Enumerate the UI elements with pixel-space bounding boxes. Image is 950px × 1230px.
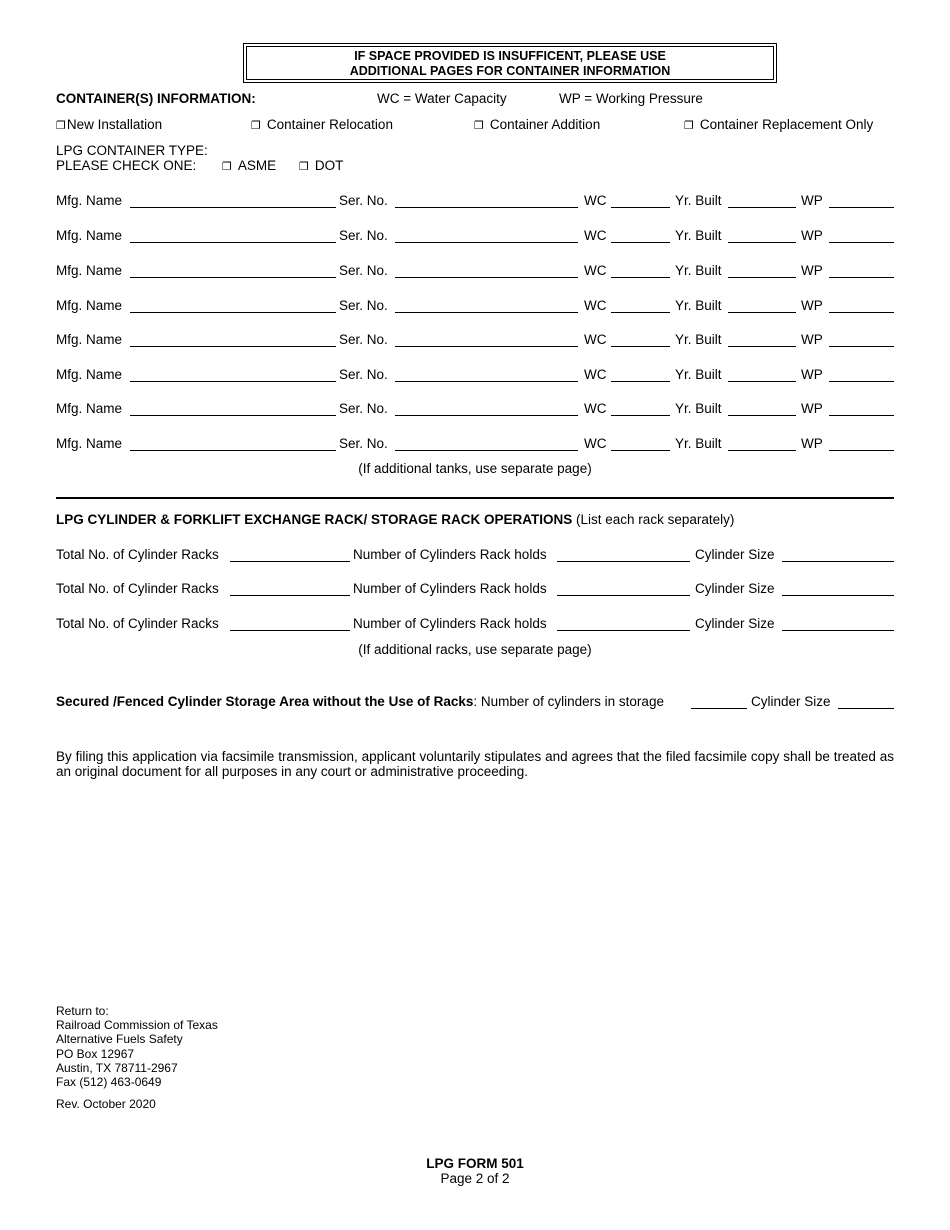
- wc-field[interactable]: [611, 332, 670, 347]
- serial-number-label: Ser. No.: [339, 436, 388, 451]
- wc-label: WC: [584, 193, 607, 208]
- type-option-label: DOT: [314, 158, 344, 173]
- address-line: Railroad Commission of Texas: [56, 1018, 218, 1033]
- mfg-name-label: Mfg. Name: [56, 401, 123, 416]
- year-built-field[interactable]: [728, 332, 796, 347]
- wp-field[interactable]: [829, 332, 894, 347]
- container-type-label: [56, 143, 208, 173]
- wc-label: WC: [584, 401, 607, 416]
- cylinders-per-rack-label: Number of Cylinders Rack holds: [353, 616, 547, 631]
- wc-field[interactable]: [611, 401, 670, 416]
- serial-number-field[interactable]: [395, 263, 578, 278]
- serial-number-label: Ser. No.: [339, 401, 388, 416]
- storage-label: [56, 694, 664, 709]
- checkbox-icon[interactable]: ❐: [222, 160, 232, 173]
- wp-field[interactable]: [829, 193, 894, 208]
- cylinder-size-label: Cylinder Size: [695, 547, 775, 562]
- year-built-field[interactable]: [728, 193, 796, 208]
- wp-field[interactable]: [829, 367, 894, 382]
- total-racks-field[interactable]: [230, 616, 350, 631]
- mfg-name-label: Mfg. Name: [56, 298, 123, 313]
- total-racks-label: Total No. of Cylinder Racks: [56, 581, 219, 596]
- container-row: [56, 367, 894, 385]
- year-built-field[interactable]: [728, 401, 796, 416]
- wp-field[interactable]: [829, 436, 894, 451]
- option-label: Container Replacement Only: [699, 117, 874, 132]
- storage-size-field[interactable]: [838, 694, 894, 709]
- serial-number-label: Ser. No.: [339, 263, 388, 278]
- year-built-label: Yr. Built: [675, 332, 722, 347]
- wc-field[interactable]: [611, 436, 670, 451]
- container-row: [56, 401, 894, 419]
- total-racks-label: Total No. of Cylinder Racks: [56, 547, 219, 562]
- wp-field[interactable]: [829, 263, 894, 278]
- serial-number-field[interactable]: [395, 436, 578, 451]
- wc-label: WC: [584, 436, 607, 451]
- address-line: Alternative Fuels Safety: [56, 1032, 183, 1047]
- additional-tanks-note: (If additional tanks, use separate page): [358, 461, 592, 476]
- checkbox-icon[interactable]: ❐: [56, 119, 66, 132]
- rack-row: [56, 547, 894, 565]
- wc-field[interactable]: [611, 228, 670, 243]
- checkbox-icon[interactable]: ❐: [251, 119, 261, 132]
- cylinders-per-rack-label: Number of Cylinders Rack holds: [353, 547, 547, 562]
- rack-section-heading: [56, 512, 734, 527]
- wc-field[interactable]: [611, 193, 670, 208]
- fax-statement: By filing this application via facsimile transmission, applicant voluntarily stipulates and agrees that the filed facsimile copy shall be treated as an original document for all purposes in any court or administrative proceeding.: [56, 749, 894, 779]
- option-container-addition[interactable]: [474, 117, 600, 132]
- year-built-label: Yr. Built: [675, 367, 722, 382]
- wc-label: WC: [584, 263, 607, 278]
- wp-label: WP: [801, 263, 823, 278]
- year-built-label: Yr. Built: [675, 193, 722, 208]
- wp-label: WP: [801, 367, 823, 382]
- cylinder-size-field[interactable]: [782, 581, 894, 596]
- year-built-label: Yr. Built: [675, 436, 722, 451]
- revision-date: Rev. October 2020: [56, 1097, 156, 1112]
- option-label: Container Addition: [489, 117, 601, 132]
- year-built-label: Yr. Built: [675, 263, 722, 278]
- checkbox-icon[interactable]: ❐: [299, 160, 309, 173]
- wc-field[interactable]: [611, 367, 670, 382]
- option-label: Container Relocation: [266, 117, 393, 132]
- wp-label: WP: [801, 298, 823, 313]
- container-type-line-1: LPG CONTAINER TYPE:: [56, 143, 208, 158]
- wc-legend: WC = Water Capacity: [377, 91, 507, 106]
- serial-number-label: Ser. No.: [339, 193, 388, 208]
- serial-number-field[interactable]: [395, 332, 578, 347]
- address-line: Fax (512) 463-0649: [56, 1075, 162, 1090]
- storage-row: [56, 694, 894, 712]
- insufficient-space-notice: [243, 43, 777, 83]
- year-built-field[interactable]: [728, 298, 796, 313]
- address-line: PO Box 12967: [56, 1046, 135, 1061]
- cylinder-size-label: Cylinder Size: [695, 616, 775, 631]
- mfg-name-label: Mfg. Name: [56, 367, 123, 382]
- wp-field[interactable]: [829, 298, 894, 313]
- form-number: LPG FORM 501: [426, 1156, 524, 1171]
- rack-heading-bold: LPG CYLINDER & FORKLIFT EXCHANGE RACK/ STORAGE RACK OPERATIONS: [56, 512, 573, 527]
- storage-label-normal: : Number of cylinders in storage: [473, 694, 664, 709]
- container-row: [56, 263, 894, 281]
- container-row: [56, 298, 894, 316]
- rack-heading-note: (List each rack separately): [572, 512, 735, 527]
- container-info-heading: CONTAINER(S) INFORMATION:: [56, 91, 256, 106]
- year-built-label: Yr. Built: [675, 298, 722, 313]
- total-racks-field[interactable]: [230, 581, 350, 596]
- serial-number-label: Ser. No.: [339, 332, 388, 347]
- section-divider: [56, 497, 894, 499]
- storage-label-bold: Secured /Fenced Cylinder Storage Area without the Use of Racks: [56, 694, 474, 709]
- mfg-name-label: Mfg. Name: [56, 263, 123, 278]
- additional-racks-note: (If additional racks, use separate page): [358, 642, 592, 657]
- container-row: [56, 332, 894, 350]
- mfg-name-field[interactable]: [130, 193, 336, 208]
- return-to-label: Return to:: [56, 1004, 109, 1018]
- notice-line-2: ADDITIONAL PAGES FOR CONTAINER INFORMATION: [349, 63, 671, 78]
- wp-label: WP: [801, 228, 823, 243]
- cylinders-per-rack-field[interactable]: [557, 581, 690, 596]
- wc-field[interactable]: [611, 263, 670, 278]
- checkbox-icon[interactable]: ❐: [684, 119, 694, 132]
- year-built-field[interactable]: [728, 228, 796, 243]
- cylinder-size-field[interactable]: [782, 616, 894, 631]
- mfg-name-field[interactable]: [130, 298, 336, 313]
- cylinder-size-label: Cylinder Size: [695, 581, 775, 596]
- serial-number-label: Ser. No.: [339, 367, 388, 382]
- wp-label: WP: [801, 332, 823, 347]
- container-type-line-2: PLEASE CHECK ONE:: [56, 158, 197, 173]
- wp-field[interactable]: [829, 228, 894, 243]
- cylinder-size-field[interactable]: [782, 547, 894, 562]
- wp-label: WP: [801, 401, 823, 416]
- mfg-name-field[interactable]: [130, 401, 336, 416]
- mfg-name-field[interactable]: [130, 367, 336, 382]
- wc-label: WC: [584, 367, 607, 382]
- container-row: [56, 193, 894, 211]
- total-racks-label: Total No. of Cylinder Racks: [56, 616, 219, 631]
- year-built-label: Yr. Built: [675, 228, 722, 243]
- cylinders-per-rack-field[interactable]: [557, 616, 690, 631]
- container-row: [56, 228, 894, 246]
- address-line: Austin, TX 78711-2967: [56, 1060, 178, 1075]
- notice-line-1: IF SPACE PROVIDED IS INSUFFICENT, PLEASE USE: [354, 49, 666, 63]
- page-number: Page 2 of 2: [440, 1171, 510, 1186]
- mfg-name-field[interactable]: [130, 263, 336, 278]
- mfg-name-field[interactable]: [130, 436, 336, 451]
- container-row: [56, 436, 894, 454]
- serial-number-field[interactable]: [395, 298, 578, 313]
- mfg-name-label: Mfg. Name: [56, 332, 123, 347]
- wc-label: WC: [584, 332, 607, 347]
- storage-size-label: Cylinder Size: [751, 694, 831, 709]
- option-new-installation[interactable]: [56, 117, 162, 132]
- serial-number-field[interactable]: [395, 228, 578, 243]
- serial-number-field[interactable]: [395, 401, 578, 416]
- cylinders-per-rack-label: Number of Cylinders Rack holds: [353, 581, 547, 596]
- serial-number-label: Ser. No.: [339, 228, 388, 243]
- wp-label: WP: [801, 436, 823, 451]
- wc-field[interactable]: [611, 298, 670, 313]
- wp-field[interactable]: [829, 401, 894, 416]
- option-container-relocation[interactable]: [251, 117, 393, 132]
- year-built-field[interactable]: [728, 436, 796, 451]
- type-option-label: ASME: [237, 158, 277, 173]
- serial-number-label: Ser. No.: [339, 298, 388, 313]
- mfg-name-label: Mfg. Name: [56, 228, 123, 243]
- wp-legend: WP = Working Pressure: [559, 91, 703, 106]
- type-option-asme[interactable]: [222, 158, 276, 173]
- mfg-name-field[interactable]: [130, 228, 336, 243]
- mfg-name-label: Mfg. Name: [56, 193, 123, 208]
- storage-count-field[interactable]: [691, 694, 747, 709]
- wp-label: WP: [801, 193, 823, 208]
- option-container-replacement[interactable]: [684, 117, 873, 132]
- year-built-field[interactable]: [728, 263, 796, 278]
- year-built-field[interactable]: [728, 367, 796, 382]
- mfg-name-field[interactable]: [130, 332, 336, 347]
- serial-number-field[interactable]: [395, 193, 578, 208]
- type-option-dot[interactable]: [299, 158, 343, 173]
- wc-label: WC: [584, 298, 607, 313]
- year-built-label: Yr. Built: [675, 401, 722, 416]
- rack-row: [56, 616, 894, 634]
- serial-number-field[interactable]: [395, 367, 578, 382]
- checkbox-icon[interactable]: ❐: [474, 119, 484, 132]
- cylinders-per-rack-field[interactable]: [557, 547, 690, 562]
- return-address: [56, 1004, 218, 1111]
- total-racks-field[interactable]: [230, 547, 350, 562]
- page-footer: [0, 1156, 950, 1186]
- mfg-name-label: Mfg. Name: [56, 436, 123, 451]
- wc-label: WC: [584, 228, 607, 243]
- rack-row: [56, 581, 894, 599]
- option-label: New Installation: [66, 117, 163, 132]
